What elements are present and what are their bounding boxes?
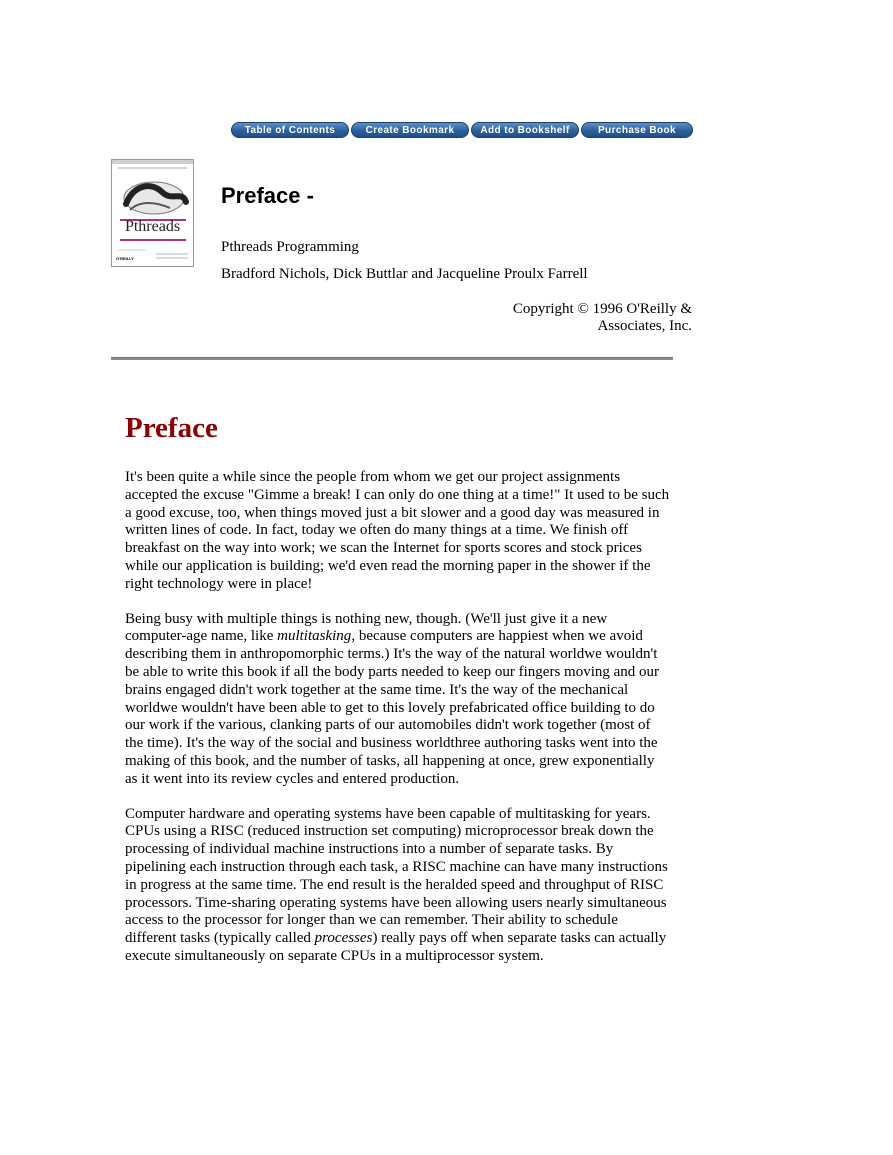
paragraph-2-text-b: , because computers are happiest when we avoid describing them in anthropomorphic terms.) It's the way of the natural worldwe wouldn't be able to write this book if all the body parts needed to keep our fingers moving and our brains engaged didn't work together at the same time. It's the way of the mechanical worldwe wouldn't have been able to get to this lovely prefabricated office building to do our work if the various, clanking parts of our automobiles didn't work together (most of the time). It's the way of the social and business worldthree authoring tasks went into the making of this book, and the number of tasks, all happening at once, grew exponentially as it went into its review cycles and entered production. [125,628,660,787]
paragraph-2-text-a: Being busy with multiple things is nothing new, though. (We'll just give it a new computer-age name, like [125,610,608,645]
paragraph-3-text-a: Computer hardware and operating systems have been capable of multitasking for years. CPUs using a RISC (reduced instruction set computing) microprocessor break down the processing of individual machine instructions into a number of separate tasks. By pipelining each instruction through each task, a RISC machine can have many instructions in progress at the same time. The end result is the heralded speed and throughput of RISC processors. Time-sharing operating systems have been allowing users nearly simultaneous access to the processor for longer than we can remember. Their ability to schedule different tasks (typically called [125,805,668,947]
paragraph-3 [125,806,670,966]
copyright-notice [472,301,692,335]
main-content [125,412,670,983]
add-to-bookshelf-button[interactable]: Add to Bookshelf [471,122,579,138]
section-heading: Preface [125,412,218,444]
cover-publisher: O'REILLY [116,256,134,261]
book-authors: Bradford Nichols, Dick Buttlar and Jacqueline Proulx Farrell [221,266,588,282]
paragraph-3-emphasis: processes [314,930,373,947]
book-cover-image[interactable] [111,159,194,267]
table-of-contents-button[interactable]: Table of Contents [231,122,349,138]
page-title: Preface - [221,183,314,208]
nav-toolbar [231,122,693,138]
cover-stripe-bottom [120,239,186,241]
paragraph-3-text-b: ) really pays off when separate tasks can actually execute simultaneously on separate CPUs in a multiprocessor system. [125,930,667,964]
paragraph-2 [125,611,670,789]
header-divider [111,357,673,360]
purchase-book-button[interactable]: Purchase Book [581,122,693,138]
paragraph-2-emphasis: multitasking [277,628,352,645]
cover-art [112,160,193,266]
copyright-line-2: Associates, Inc. [597,318,692,334]
cover-title: Pthreads [124,218,181,235]
create-bookmark-button[interactable]: Create Bookmark [351,122,469,138]
book-title: Pthreads Programming [221,239,359,255]
copyright-line-1: Copyright © 1996 O'Reilly & [512,301,692,317]
paragraph-1: It's been quite a while since the people from whom we get our project assignments accepted the excuse "Gimme a break! I can only do one thing at a time!" It used to be such a good excuse, too, when things moved just a bit slower and a good day was measured in written lines of code. In fact, today we often do many things at a time. We finish off breakfast on the way into work; we scan the Internet for sports scores and stock prices while our application is building; we'd even read the morning paper in the shower if the right technology were in place! [125,469,670,592]
